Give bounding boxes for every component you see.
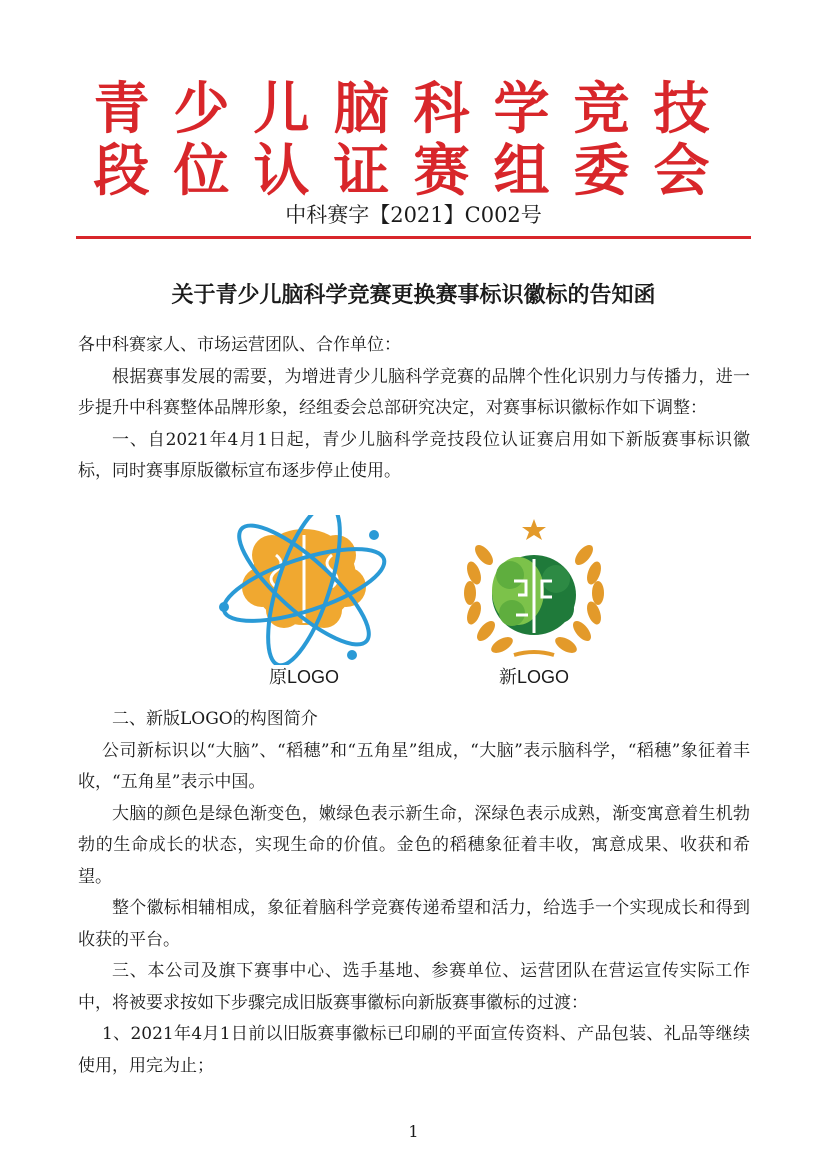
page-number: 1 bbox=[408, 1122, 419, 1141]
body-section-1 bbox=[78, 330, 750, 488]
header-divider bbox=[76, 236, 751, 239]
star-icon bbox=[522, 519, 546, 540]
org-title-line-2: 段位认证赛组委会 bbox=[93, 138, 734, 204]
new-brain-wreath-icon bbox=[444, 515, 624, 665]
org-title-line-1: 青少儿脑科学竞技 bbox=[93, 76, 734, 142]
new-logo-caption: 新LOGO bbox=[498, 667, 569, 687]
old-brain-atom-icon bbox=[214, 515, 394, 665]
document-number: 中科赛字【2021】C002号 bbox=[285, 203, 542, 227]
greeting: 各中科赛家人、市场运营团队、合作单位： bbox=[78, 335, 401, 355]
paragraph-item-3: 三、本公司及旗下赛事中心、选手基地、参赛单位、运营团队在营运宣传实际工作中，将被要求按如下步骤完成旧版赛事徽标向新版赛事徽标的过渡： bbox=[78, 961, 750, 1013]
section-2-heading: 二、新版LOGO的构图简介 bbox=[112, 709, 318, 729]
paragraph-logo-meaning: 整个徽标相辅相成，象征着脑科学竞赛传递希望和活力，给选手一个实现成长和得到收获的平台。 bbox=[78, 898, 750, 950]
notice-title: 关于青少儿脑科学竞赛更换赛事标识徽标的告知函 bbox=[171, 282, 656, 308]
paragraph-intro: 根据赛事发展的需要，为增进青少儿脑科学竞赛的品牌个性化识别力与传播力，进一步提升中科赛整体品牌形象，经组委会总部研究决定，对赛事标识徽标作如下调整： bbox=[78, 366, 750, 418]
paragraph-brain-color: 大脑的颜色是绿色渐变色，嫩绿色表示新生命，深绿色表示成熟，渐变寓意着生机勃勃的生命成长的状态，实现生命的价值。金色的稻穗象征着丰收，寓意成果、收获和希望。 bbox=[78, 803, 750, 887]
paragraph-logo-composition: 公司新标识以“大脑”、“稻穗”和“五角星”组成，“大脑”表示脑科学，“稻穗”象征着丰收，“五角星”表示中国。 bbox=[78, 740, 750, 792]
paragraph-step-1: 1、2021年4月1日前以旧版赛事徽标已印刷的平面宣传资料、产品包装、礼品等继续使用，用完为止； bbox=[78, 1024, 750, 1076]
paragraph-item-1: 一、自2021年4月1日起，青少儿脑科学竞技段位认证赛启用如下新版赛事标识徽标，同时赛事原版徽标宣布逐步停止使用。 bbox=[78, 429, 750, 481]
old-logo-caption: 原LOGO bbox=[268, 667, 339, 687]
body-section-2 bbox=[78, 704, 750, 1082]
